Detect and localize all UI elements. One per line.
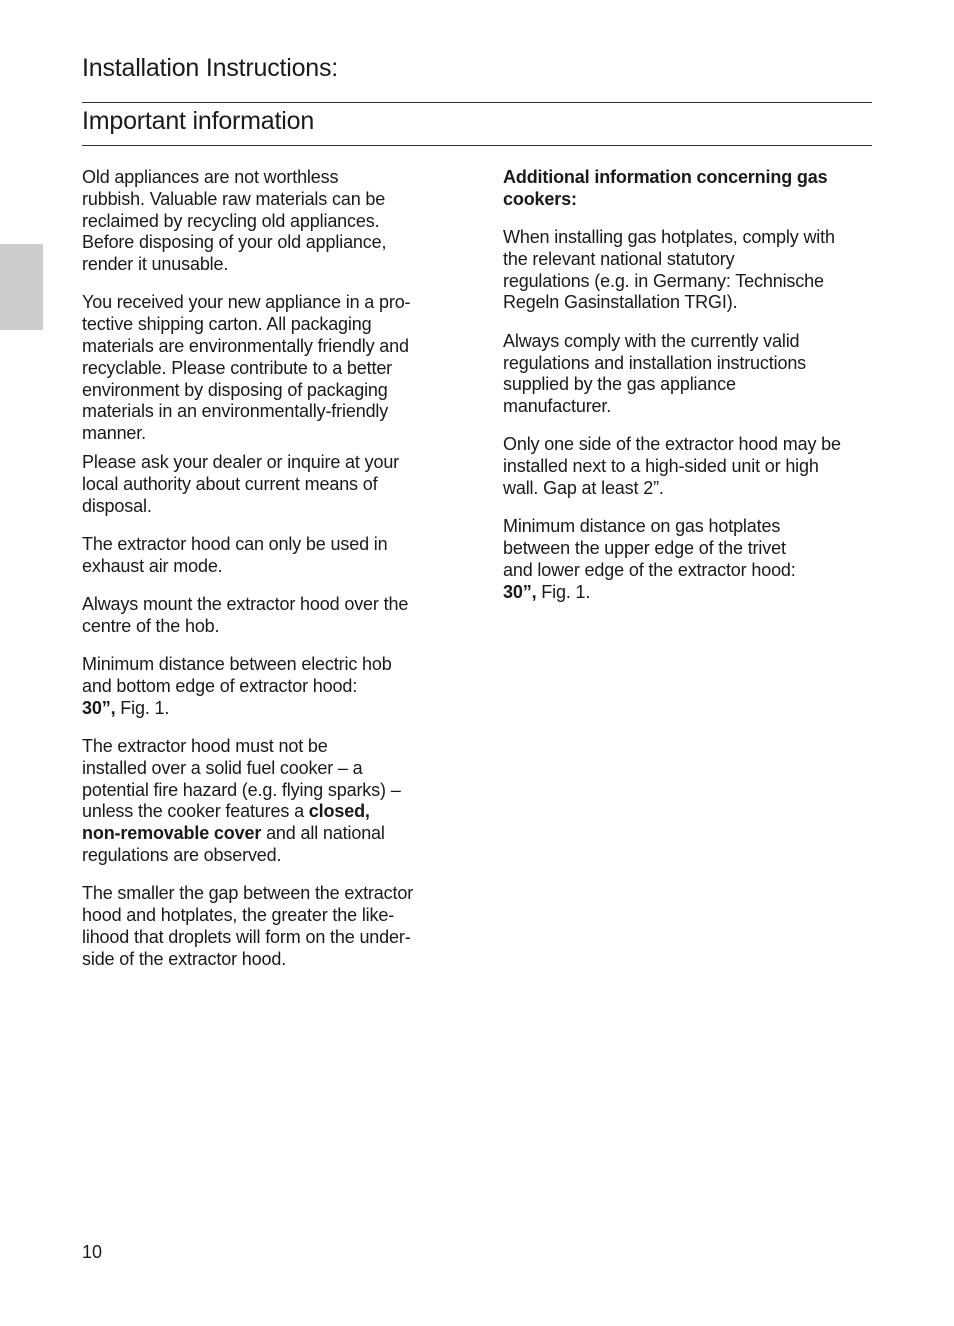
section-divider <box>82 145 872 146</box>
paragraph-mounting: Always mount the extractor hood over the centre of the hob. <box>82 594 409 636</box>
electric-distance-value: 30”, <box>82 697 116 718</box>
paragraph-manufacturer-instructions: Always comply with the currently valid regulations and installation instructions supplied by the gas appliance manufacturer. <box>503 330 807 417</box>
solid-fuel-text: The extractor hood must not be installed over a solid fuel cooker – a potential fire hazard (e.g. flying sparks) – unless the cooker features a <box>82 736 401 822</box>
gas-cookers-heading: Additional information concerning gas cookers: <box>503 167 828 209</box>
gas-distance-text: Minimum distance on gas hotplates between the upper edge of the trivet and lower edge of the extractor hood: <box>503 516 796 580</box>
paragraph-droplets: The smaller the gap between the extractor hood and hotplates, the greater the like- lihood that droplets will form on the under- side of the extractor hood. <box>82 883 414 969</box>
gas-distance-figure: Fig. 1. <box>536 581 591 602</box>
solid-fuel-tail: and all national regulations are observed. <box>82 823 385 866</box>
electric-distance-figure: Fig. 1. <box>115 697 170 718</box>
paragraph-solid-fuel <box>82 736 452 867</box>
side-tab-marker <box>0 244 43 330</box>
paragraph-electric-distance <box>82 654 452 719</box>
page-number: 10 <box>82 1242 103 1262</box>
paragraph-recycling: Old appliances are not worthless rubbish. Valuable raw materials can be reclaimed by recycling old appliances. Before disposing of your old appliance, render it unusable. <box>82 167 387 275</box>
right-column <box>503 167 875 620</box>
paragraph-gas-regulations: When installing gas hotplates, comply with the relevant national statutory regulations (e.g. in Germany: Technische Regeln Gasinstallation TRGI). <box>503 227 835 313</box>
paragraph-packaging: You received your new appliance in a pro- tective shipping carton. All packaging materials are environmentally friendly and recyclable. Please contribute to a better environment by disposing of packaging materials in an environmentally-friendly manner. <box>82 292 411 444</box>
paragraph-exhaust-mode: The extractor hood can only be used in exhaust air mode. <box>82 533 388 576</box>
paragraph-high-sided-unit: Only one side of the extractor hood may be installed next to a high-sided unit or high wall. Gap at least 2”. <box>503 434 841 499</box>
electric-distance-text: Minimum distance between electric hob and bottom edge of extractor hood: <box>82 654 392 696</box>
gas-distance-value: 30”, <box>503 581 537 602</box>
page-header-title: Installation Instructions: <box>82 54 339 82</box>
paragraph-gas-distance <box>503 516 875 603</box>
left-column <box>82 167 452 987</box>
header-divider <box>82 102 872 103</box>
solid-fuel-emphasis: closed, non-removable cover <box>82 801 370 844</box>
paragraph-disposal: Please ask your dealer or inquire at your local authority about current means of disposal. <box>82 452 400 516</box>
section-title: Important information <box>82 107 315 135</box>
